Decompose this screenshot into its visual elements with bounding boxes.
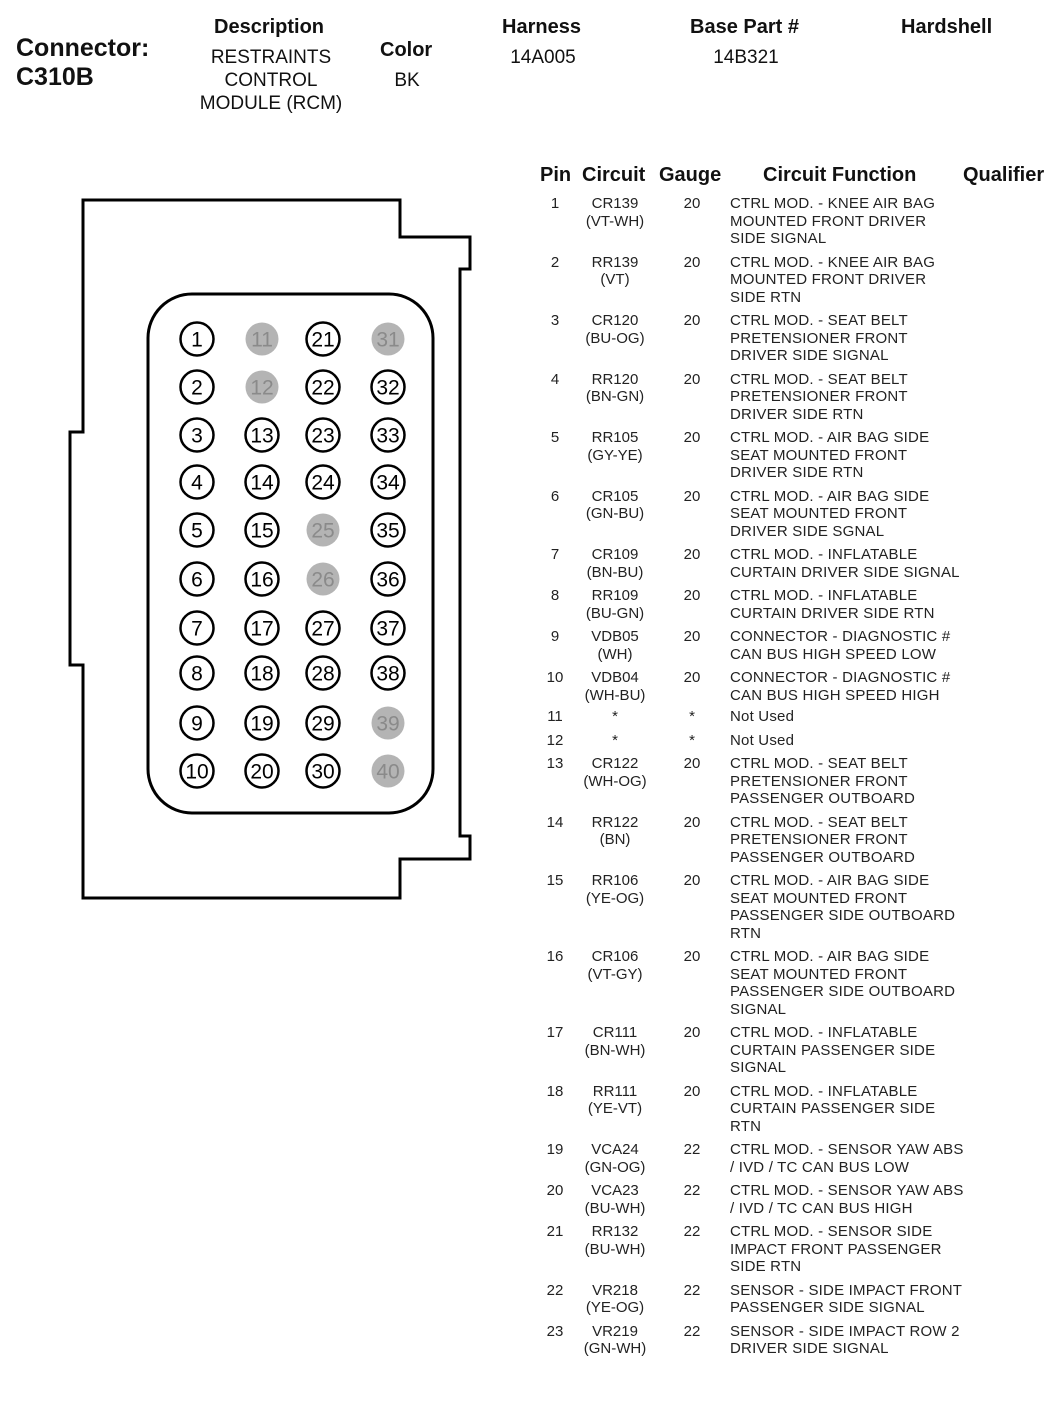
harness-label: Harness	[502, 16, 581, 38]
pin-20	[246, 755, 279, 788]
wire-color: (BU-WH)	[584, 1199, 646, 1217]
pin-4	[181, 466, 214, 499]
circuit-cell	[570, 195, 660, 230]
table-row	[530, 1141, 1060, 1176]
circuit-id: VR218	[592, 1281, 638, 1299]
pin-number: 20	[250, 760, 274, 784]
wire-color: (WH)	[597, 645, 633, 663]
pin-number: 13	[250, 424, 274, 448]
gauge-cell: 20	[683, 755, 701, 772]
pin-5	[181, 514, 214, 547]
table-row	[530, 546, 1060, 581]
circuit-cell	[570, 1024, 660, 1059]
function-cell: CTRL MOD. - INFLATABLE CURTAIN PASSENGER SIDE SIGNAL	[730, 1024, 936, 1076]
circuit-cell	[570, 1223, 660, 1258]
circuit-cell	[570, 488, 660, 523]
pin-cell: 4	[550, 370, 560, 388]
pin-32	[372, 371, 405, 404]
pin-number: 5	[191, 519, 203, 543]
gauge-cell: 20	[683, 546, 701, 563]
function-cell: CTRL MOD. - AIR BAG SIDE SEAT MOUNTED FRONT DRIVER SIDE RTN	[730, 429, 930, 481]
gauge-cell: 20	[683, 587, 701, 604]
pin-cell: 11	[547, 708, 563, 725]
circuit-cell	[570, 371, 660, 406]
wire-color: (GY-YE)	[587, 446, 643, 464]
pin-cell: 9	[550, 628, 560, 645]
pin-34	[372, 466, 405, 499]
circuit-cell	[570, 732, 660, 750]
table-row	[530, 708, 1060, 726]
pin-26	[307, 563, 340, 596]
pin-2	[181, 371, 214, 404]
description-line: RESTRAINTS	[210, 47, 332, 68]
pin-18	[246, 657, 279, 690]
circuit-id: *	[612, 708, 618, 725]
circuit-cell	[570, 1323, 660, 1358]
circuit-cell	[570, 948, 660, 983]
table-row	[530, 254, 1060, 307]
table-row	[530, 371, 1060, 424]
hardshell-label: Hardshell	[901, 16, 993, 38]
pin-number: 26	[311, 568, 335, 592]
pin-number: 14	[250, 471, 274, 495]
function-cell: CTRL MOD. - INFLATABLE CURTAIN DRIVER SIDE RTN	[730, 587, 935, 622]
connector-label-text: Connector:	[16, 34, 150, 62]
pin-number: 39	[376, 712, 400, 736]
pin-14	[246, 466, 279, 499]
table-row	[530, 732, 1060, 750]
pin-cell: 18	[546, 1082, 564, 1100]
function-cell: CTRL MOD. - AIR BAG SIDE SEAT MOUNTED FRONT DRIVER SIDE SGNAL	[730, 487, 930, 540]
pin-17	[246, 612, 279, 645]
pin-number: 15	[250, 519, 274, 543]
circuit-id: CR109	[591, 546, 639, 563]
wire-color: (BU-WH)	[584, 1240, 646, 1258]
pin-number: 21	[311, 328, 335, 352]
circuit-cell	[570, 1182, 660, 1217]
table-row	[530, 948, 1060, 1018]
pin-16	[246, 563, 279, 596]
header-circuit: Circuit	[582, 164, 646, 186]
pin-cell: 17	[546, 1024, 564, 1041]
function-cell: CTRL MOD. - SENSOR YAW ABS / IVD / TC CAN BUS LOW	[730, 1141, 964, 1176]
circuit-id: *	[612, 731, 618, 749]
pin-cell: 10	[546, 669, 564, 686]
connector-label	[16, 34, 149, 92]
table-row	[530, 1024, 1060, 1077]
pin-layer	[181, 323, 405, 788]
pin-cell: 19	[546, 1141, 564, 1158]
pin-number: 1	[191, 328, 203, 352]
pin-39	[372, 707, 405, 740]
pin-15	[246, 514, 279, 547]
pin-7	[181, 612, 214, 645]
pin-1	[181, 323, 214, 356]
function-cell: CTRL MOD. - SEAT BELT PRETENSIONER FRONT PASSENGER OUTBOARD	[730, 755, 916, 807]
function-cell: CONNECTOR - DIAGNOSTIC # CAN BUS HIGH SPEED LOW	[730, 628, 951, 663]
pin-23	[307, 419, 340, 452]
gauge-cell: 20	[683, 487, 701, 505]
wire-color: (GN-WH)	[583, 1340, 647, 1357]
pin-number: 35	[376, 519, 400, 543]
wire-color: (YE-OG)	[585, 889, 645, 907]
pin-number: 38	[376, 662, 400, 686]
connector-id: C310B	[16, 63, 94, 91]
description-label: Description	[214, 16, 325, 38]
pin-24	[307, 466, 340, 499]
description-value	[180, 46, 362, 115]
wire-color: (VT)	[600, 271, 630, 288]
table-row	[530, 488, 1060, 541]
function-cell: CTRL MOD. - INFLATABLE CURTAIN DRIVER SIDE SIGNAL	[730, 546, 960, 581]
pin-cell: 15	[546, 872, 564, 889]
pin-12	[246, 371, 279, 404]
circuit-cell	[570, 814, 660, 849]
table-row	[530, 1182, 1060, 1217]
wire-color: (VT-WH)	[585, 212, 645, 230]
pin-number: 11	[251, 328, 273, 352]
pin-number: 16	[250, 568, 274, 592]
circuit-cell	[570, 669, 660, 704]
base-part-label: Base Part #	[690, 16, 799, 38]
wire-color: (YE-VT)	[587, 1100, 643, 1117]
pin-number: 23	[311, 424, 335, 448]
connector-face-diagram	[60, 190, 490, 920]
function-cell: Not Used	[730, 731, 795, 749]
circuit-id: VCA24	[591, 1141, 639, 1158]
pin-27	[307, 612, 340, 645]
pin-number: 2	[191, 376, 203, 400]
function-cell: CTRL MOD. - SEAT BELT PRETENSIONER FRONT PASSENGER OUTBOARD	[730, 813, 916, 866]
gauge-cell: *	[689, 731, 695, 749]
function-cell: SENSOR - SIDE IMPACT ROW 2 DRIVER SIDE SIGNAL	[730, 1322, 960, 1357]
gauge-cell: 20	[683, 872, 701, 889]
wire-color: (BN-GN)	[585, 388, 645, 405]
circuit-cell	[570, 546, 660, 581]
pin-37	[372, 612, 405, 645]
pin-cell: 16	[546, 948, 564, 965]
circuit-id: RR122	[591, 813, 639, 831]
circuit-cell	[570, 708, 660, 726]
pin-number: 27	[311, 617, 335, 641]
pin-number: 7	[191, 617, 203, 641]
description-line: MODULE (RCM)	[199, 93, 343, 114]
table-row	[530, 814, 1060, 867]
circuit-cell	[570, 755, 660, 790]
gauge-cell: 22	[683, 1322, 701, 1340]
gauge-cell: 20	[683, 370, 701, 388]
circuit-cell	[570, 429, 660, 464]
pin-cell: 22	[546, 1281, 564, 1299]
pin-cell: 1	[550, 195, 560, 212]
pin-cell: 2	[550, 253, 560, 271]
pin-13	[246, 419, 279, 452]
wire-color: (GN-BU)	[585, 505, 645, 522]
wire-color: (BU-OG)	[585, 329, 645, 347]
function-cell: Not Used	[730, 708, 795, 725]
header-gauge: Gauge	[659, 164, 722, 186]
header-qualifier: Qualifier	[963, 164, 1045, 186]
table-row	[530, 1223, 1060, 1276]
circuit-id: CR139	[591, 195, 639, 212]
circuit-cell	[570, 1282, 660, 1317]
circuit-cell	[570, 628, 660, 663]
circuit-cell	[570, 1083, 660, 1118]
pin-3	[181, 419, 214, 452]
base-part-value: 14B321	[713, 47, 779, 68]
wire-color: (BN-BU)	[586, 563, 644, 581]
table-body	[530, 195, 1060, 1364]
function-cell: CTRL MOD. - SEAT BELT PRETENSIONER FRONT DRIVER SIDE SIGNAL	[730, 312, 908, 364]
pin-cell: 23	[546, 1322, 564, 1340]
table-row	[530, 628, 1060, 663]
pin-number: 37	[376, 617, 400, 641]
wire-color: (WH-OG)	[583, 772, 647, 790]
circuit-id: RR132	[591, 1223, 639, 1240]
gauge-cell: 20	[683, 628, 701, 645]
pin-21	[307, 323, 340, 356]
pin-10	[181, 755, 214, 788]
gauge-cell: 22	[683, 1223, 701, 1240]
pin-number: 33	[376, 424, 400, 448]
pin-cell: 20	[546, 1182, 564, 1199]
gauge-cell: 20	[683, 1024, 701, 1041]
pin-22	[307, 371, 340, 404]
pin-number: 17	[250, 617, 274, 641]
circuit-id: RR111	[592, 1082, 638, 1100]
wire-color: (BU-GN)	[585, 604, 645, 622]
harness-value: 14A005	[510, 47, 576, 68]
circuit-id: CR106	[591, 948, 639, 965]
gauge-cell: 20	[683, 253, 701, 271]
pin-29	[307, 707, 340, 740]
pin-cell: 8	[550, 587, 560, 604]
pin-number: 19	[250, 712, 274, 736]
pin-25	[307, 514, 340, 547]
color-value: BK	[394, 70, 420, 91]
function-cell: CTRL MOD. - SEAT BELT PRETENSIONER FRONT DRIVER SIDE RTN	[730, 370, 908, 423]
circuit-id: VDB04	[591, 669, 639, 686]
pin-number: 22	[311, 376, 335, 400]
pin-35	[372, 514, 405, 547]
gauge-cell: *	[689, 708, 695, 725]
wire-color: (BN-WH)	[584, 1041, 646, 1059]
table-row	[530, 669, 1060, 704]
gauge-cell: 20	[683, 312, 701, 329]
function-cell: CTRL MOD. - INFLATABLE CURTAIN PASSENGER SIDE RTN	[730, 1082, 936, 1135]
function-cell: CTRL MOD. - KNEE AIR BAG MOUNTED FRONT DRIVER SIDE RTN	[730, 253, 936, 306]
wire-color: (VT-GY)	[587, 965, 643, 983]
pin-31	[372, 323, 405, 356]
pin-cell: 12	[546, 731, 564, 749]
gauge-cell: 20	[683, 669, 701, 686]
table-row	[530, 312, 1060, 365]
table-row	[530, 755, 1060, 808]
pin-36	[372, 563, 405, 596]
pin-number: 4	[191, 471, 203, 495]
gauge-cell: 22	[683, 1182, 701, 1199]
pin-30	[307, 755, 340, 788]
function-cell: CTRL MOD. - KNEE AIR BAG MOUNTED FRONT DRIVER SIDE SIGNAL	[730, 195, 936, 247]
pin-28	[307, 657, 340, 690]
pin-number: 12	[250, 376, 274, 400]
gauge-cell: 22	[683, 1141, 701, 1158]
circuit-cell	[570, 1141, 660, 1176]
circuit-id: CR111	[592, 1024, 638, 1041]
pin-number: 36	[376, 568, 400, 592]
circuit-id: RR105	[591, 429, 639, 446]
header-circuit-function: Circuit Function	[763, 164, 917, 186]
circuit-cell	[570, 872, 660, 907]
function-cell: CONNECTOR - DIAGNOSTIC # CAN BUS HIGH SPEED HIGH	[730, 669, 951, 704]
table-row	[530, 1323, 1060, 1358]
circuit-id: VR219	[592, 1322, 638, 1340]
circuit-id: VDB05	[591, 628, 639, 645]
header-pin: Pin	[540, 164, 572, 186]
gauge-cell: 20	[683, 948, 701, 965]
pin-number: 30	[311, 760, 335, 784]
wire-color: (YE-OG)	[585, 1299, 645, 1316]
pin-6	[181, 563, 214, 596]
table-row	[530, 429, 1060, 482]
pin-cell: 21	[546, 1223, 564, 1240]
pin-19	[246, 707, 279, 740]
circuit-id: RR109	[591, 587, 639, 604]
connector-housing-outline	[70, 200, 470, 898]
function-cell: CTRL MOD. - AIR BAG SIDE SEAT MOUNTED FRONT PASSENGER SIDE OUTBOARD RTN	[730, 872, 956, 942]
wire-color: (BN)	[599, 831, 631, 848]
circuit-cell	[570, 312, 660, 347]
wire-color: (GN-OG)	[584, 1158, 646, 1176]
table-row	[530, 872, 1060, 942]
pin-11	[246, 323, 279, 356]
pin-number: 34	[376, 471, 400, 495]
gauge-cell: 22	[683, 1281, 701, 1299]
gauge-cell: 20	[683, 195, 701, 212]
pin-40	[372, 755, 405, 788]
circuit-id: CR122	[591, 755, 639, 772]
circuit-cell	[570, 254, 660, 289]
table-row	[530, 195, 1060, 248]
pin-cell: 5	[550, 429, 560, 446]
pin-33	[372, 419, 405, 452]
function-cell: SENSOR - SIDE IMPACT FRONT PASSENGER SIDE SIGNAL	[730, 1281, 962, 1316]
pin-number: 24	[311, 471, 335, 495]
pin-cell: 13	[546, 755, 564, 772]
pin-number: 9	[191, 712, 203, 736]
pin-cell: 3	[550, 312, 560, 329]
pin-number: 28	[311, 662, 335, 686]
circuit-cell	[570, 587, 660, 622]
table-row	[530, 587, 1060, 622]
pin-8	[181, 657, 214, 690]
circuit-id: CR120	[591, 312, 639, 329]
table-row	[530, 1083, 1060, 1136]
table-row	[530, 1282, 1060, 1317]
pin-number: 10	[185, 760, 209, 784]
circuit-id: RR139	[591, 253, 639, 271]
circuit-id: VCA23	[591, 1182, 639, 1199]
pin-number: 25	[311, 519, 335, 543]
wire-color: (WH-BU)	[584, 686, 646, 704]
circuit-id: RR120	[591, 370, 639, 388]
pin-cell: 6	[550, 487, 560, 505]
pin-9	[181, 707, 214, 740]
function-cell: CTRL MOD. - AIR BAG SIDE SEAT MOUNTED FRONT PASSENGER SIDE OUTBOARD SIGNAL	[730, 948, 956, 1018]
pin-number: 3	[191, 424, 203, 448]
gauge-cell: 20	[683, 429, 701, 446]
circuit-id: RR106	[591, 872, 639, 889]
pin-number: 40	[376, 760, 400, 784]
color-label: Color	[380, 39, 433, 61]
pin-number: 8	[191, 662, 203, 686]
function-cell: CTRL MOD. - SENSOR YAW ABS / IVD / TC CAN BUS HIGH	[730, 1182, 964, 1217]
circuit-id: CR105	[591, 487, 639, 505]
pin-cell: 14	[546, 813, 564, 831]
pin-number: 18	[250, 662, 274, 686]
pin-number: 31	[376, 328, 400, 352]
gauge-cell: 20	[683, 1082, 701, 1100]
pin-cell: 7	[550, 546, 560, 563]
description-line: CONTROL	[224, 70, 318, 91]
pin-number: 32	[376, 376, 400, 400]
function-cell: CTRL MOD. - SENSOR SIDE IMPACT FRONT PASSENGER SIDE RTN	[730, 1223, 942, 1275]
pin-number: 29	[311, 712, 335, 736]
gauge-cell: 20	[683, 813, 701, 831]
pin-38	[372, 657, 405, 690]
pin-number: 6	[191, 568, 203, 592]
